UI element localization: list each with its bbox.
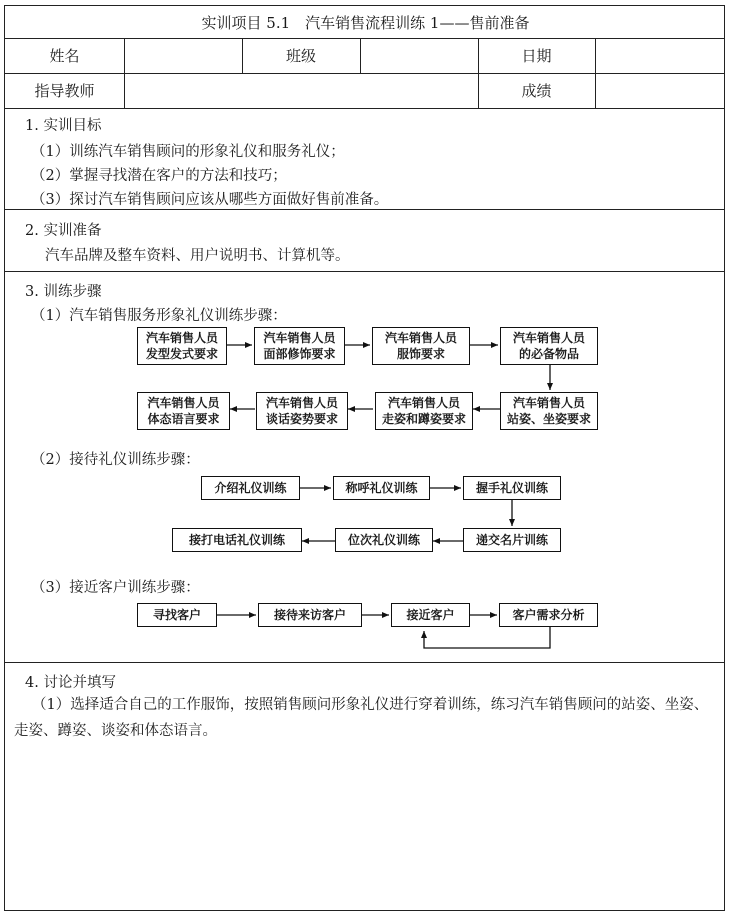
flow2-step-1: 介绍礼仪训练	[201, 476, 300, 500]
section4-text: （1）选择适合自己的工作服饰，按照销售顾问形象礼仪进行穿着训练，练习汽车销售顾问的站姿、坐姿、走姿、蹲姿、谈姿和体态语言。	[14, 697, 709, 739]
flow3-step-1: 寻找客户	[137, 603, 217, 627]
flow2-step-4: 递交名片训练	[463, 528, 561, 552]
class-label: 班级	[285, 47, 316, 65]
flow1-step-4: 汽车销售人员 的必备物品	[500, 327, 598, 365]
date-label: 日期	[521, 47, 552, 65]
section1-heading: 1. 实训目标	[25, 118, 102, 134]
name-label: 姓名	[49, 47, 80, 65]
flow1-caption: （1）汽车销售服务形象礼仪训练步骤：	[31, 308, 287, 324]
flow2-caption: （2）接待礼仪训练步骤：	[31, 452, 200, 468]
section1-item: （3）探讨汽车销售顾问应该从哪些方面做好售前准备。	[31, 192, 389, 208]
flow3-step-3: 接近客户	[391, 603, 470, 627]
section2-text: 汽车品牌及整车资料、用户说明书、计算机等。	[45, 248, 350, 264]
flow1-step-7: 汽车销售人员 谈话姿势要求	[256, 392, 348, 430]
flow3-caption: （3）接近客户训练步骤：	[31, 580, 200, 596]
training-form	[4, 5, 725, 911]
section4-heading: 4. 讨论并填写	[25, 675, 116, 691]
flow2-step-5: 位次礼仪训练	[335, 528, 433, 552]
flow1-step-5: 汽车销售人员 站姿、坐姿要求	[500, 392, 598, 430]
score-label: 成绩	[521, 82, 552, 100]
flow-loop-arrow	[424, 626, 550, 648]
flow1-step-1: 汽车销售人员 发型发式要求	[137, 327, 227, 365]
flow1-step-2: 汽车销售人员 面部修饰要求	[254, 327, 345, 365]
flow3-step-2: 接待来访客户	[258, 603, 362, 627]
answer-area[interactable]	[13, 751, 717, 906]
section1-item: （1）训练汽车销售顾问的形象礼仪和服务礼仪；	[31, 144, 345, 160]
flow2-step-6: 接打电话礼仪训练	[172, 528, 302, 552]
teacher-label: 指导教师	[34, 82, 95, 100]
section2-heading: 2. 实训准备	[25, 223, 102, 239]
section3-heading: 3. 训练步骤	[25, 284, 102, 300]
form-title: 实训项目 5.1 汽车销售流程训练 1——售前准备	[201, 13, 530, 32]
flow1-step-3: 汽车销售人员 服饰要求	[372, 327, 470, 365]
flow1-step-6: 汽车销售人员 走姿和蹲姿要求	[375, 392, 473, 430]
flow1-step-8: 汽车销售人员 体态语言要求	[137, 392, 230, 430]
flow3-step-4: 客户需求分析	[499, 603, 598, 627]
section1-item: （2）掌握寻找潜在客户的方法和技巧；	[31, 168, 287, 184]
flow2-step-2: 称呼礼仪训练	[333, 476, 430, 500]
flow2-step-3: 握手礼仪训练	[463, 476, 561, 500]
